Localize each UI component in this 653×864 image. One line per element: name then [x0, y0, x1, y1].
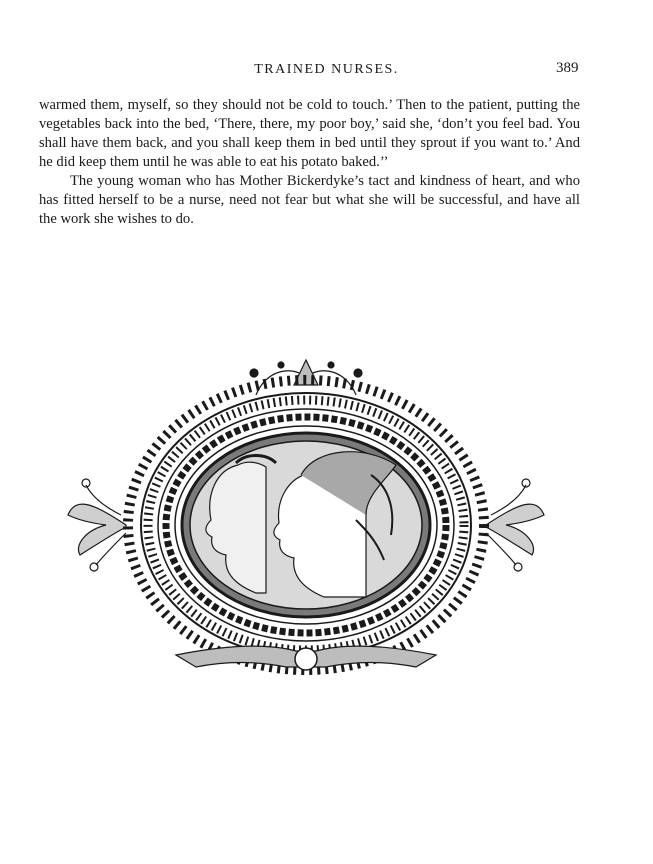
page-number: 389: [556, 60, 579, 76]
bottom-base: [176, 646, 436, 670]
cameo-illustration: [66, 355, 546, 685]
paragraph: The young woman who has Mother Bickerdyke’s tact and kindness of heart, and who has fitted herself to be a nurse, need not fear but what she will be successful, and have all the work she wishes to do.: [39, 173, 580, 227]
paragraph-continued: warmed them, myself, so they should not be cold to touch.’ Then to the patient, putting the vegetables back into the bed, ‘There, there, my poor boy,’ said she, ‘don’t you feel bad. You shall have them back, and you shall keep them in bed until they sprout if you want to.’ And he did keep them until he was able to eat his potato baked.’’: [39, 97, 580, 170]
right-leaf-ornament: [486, 479, 544, 571]
body-text: [39, 96, 580, 229]
left-leaf-ornament: [68, 479, 126, 571]
running-head: TRAINED NURSES.: [254, 62, 399, 77]
